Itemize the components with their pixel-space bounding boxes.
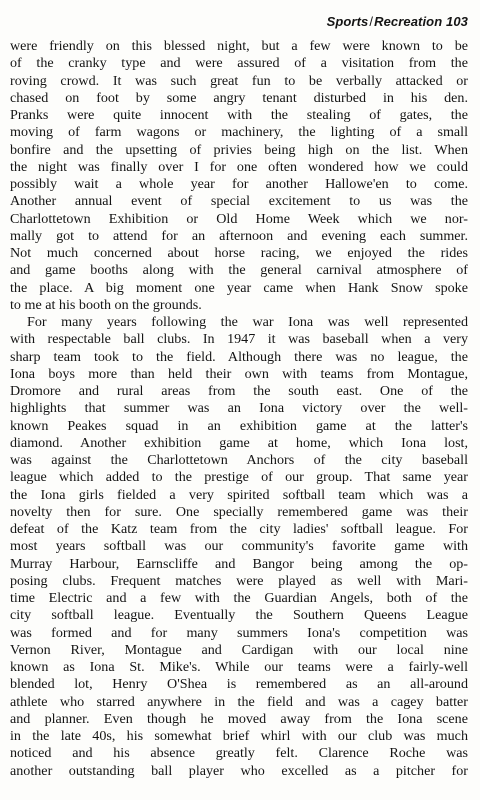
text-line: noticed and his absence greatly felt. Clarence Roche was: [10, 745, 468, 762]
text-line: For many years following the war Iona was well represented: [27, 314, 468, 330]
text-line: the Iona girls fielded a very spirited softball team which was a: [10, 486, 468, 503]
text-line: and planner. Even though he moved away from the Iona scene: [10, 710, 468, 727]
body-text: [10, 38, 468, 780]
running-head: [327, 14, 468, 29]
text-line: Another annual event of special excitement to us was the: [10, 193, 468, 210]
text-line: known as Iona St. Mike's. While our teams were a fairly-well: [10, 659, 468, 675]
text-line: Pranks were quite innocent with the stealing of gates, the: [10, 107, 468, 123]
text-line: the place. A big moment one year came when Hank Snow spoke: [10, 279, 468, 296]
paragraph: [10, 314, 468, 780]
paragraph: [10, 38, 468, 314]
text-line: of the cranky type and were assured of a visitation from the: [10, 55, 468, 72]
text-line: league which added to the prestige of our group. That same year: [10, 469, 468, 486]
text-line: were friendly on this blessed night, but a few were known to be: [10, 38, 468, 54]
text-line: novelty then for sure. One specially remembered game was their: [10, 503, 468, 520]
text-line: possibly wait a whole year for another Hallowe'en to come.: [10, 176, 468, 192]
text-line: athlete who starred anywhere in the field and was a cagey batter: [10, 693, 468, 710]
text-line: mally got to attend for an afternoon and evening each summer.: [10, 227, 468, 244]
text-line: Iona boys more than held their own with teams from Montague,: [10, 365, 468, 382]
text-line: and game booths along with the general carnival atmosphere of: [10, 262, 468, 279]
text-line: time Electric and a few with the Guardian Angels, both of the: [10, 590, 468, 606]
text-line: diamond. Another exhibition game at home, which Iona lost,: [10, 434, 468, 451]
text-line: with respectable ball clubs. In 1947 it was baseball when a very: [10, 331, 468, 348]
text-line: known Peakes squad in an exhibition game at the latter's: [10, 417, 468, 434]
text-line: Dromore and rural areas from the south east. One of the: [10, 383, 468, 399]
text-line: bonfire and the upsetting of privies being high on the list. When: [10, 141, 468, 158]
text-line: roving crowd. It was such great fun to be verbally attacked or: [10, 72, 468, 89]
text-line: was formed and for many summers Iona's competition was: [10, 624, 468, 641]
text-line: Not much concerned about horse racing, we enjoyed the rides: [10, 245, 468, 261]
text-line: another outstanding ball player who excelled as a pitcher for: [10, 762, 468, 779]
text-line: chased on foot by some angry tenant disturbed in his den.: [10, 89, 468, 106]
text-line: Charlottetown Exhibition or Old Home Week which we nor-: [10, 210, 468, 227]
text-line: blended lot, Henry O'Shea is remembered as an all-around: [10, 676, 468, 693]
text-line: Vernon River, Montague and Cardigan with our local nine: [10, 641, 468, 658]
text-line: defeat of the Katz team from the city ladies' softball league. For: [10, 521, 468, 537]
text-line: to me at his booth on the grounds.: [10, 296, 202, 313]
text-line: Murray Harbour, Earnscliffe and Bangor being among the op-: [10, 555, 468, 572]
text-line: was against the Charlottetown Anchors of the city baseball: [10, 452, 468, 468]
text-line: highlights that summer was an Iona victory over the well-: [10, 400, 468, 417]
text-line: sharp team took to the field. Although there was no league, the: [10, 348, 468, 365]
text-line: moving of farm wagons or machinery, the lighting of a small: [10, 124, 468, 141]
text-line: the night was finally over I for one often wondered how we could: [10, 158, 468, 175]
page-number: 103: [446, 14, 468, 29]
text-line: city softball league. Eventually the Southern Queens League: [10, 607, 468, 624]
text-line: most years softball was our community's favorite game with: [10, 538, 468, 555]
running-head-subsection: Recreation: [374, 14, 443, 29]
running-head-section: Sports: [326, 14, 369, 29]
text-line: posing clubs. Frequent matches were played as well with Mari-: [10, 572, 468, 589]
running-head-separator: /: [369, 14, 374, 29]
text-line: in the late 40s, his somewhat brief whirl with our club was much: [10, 728, 468, 744]
